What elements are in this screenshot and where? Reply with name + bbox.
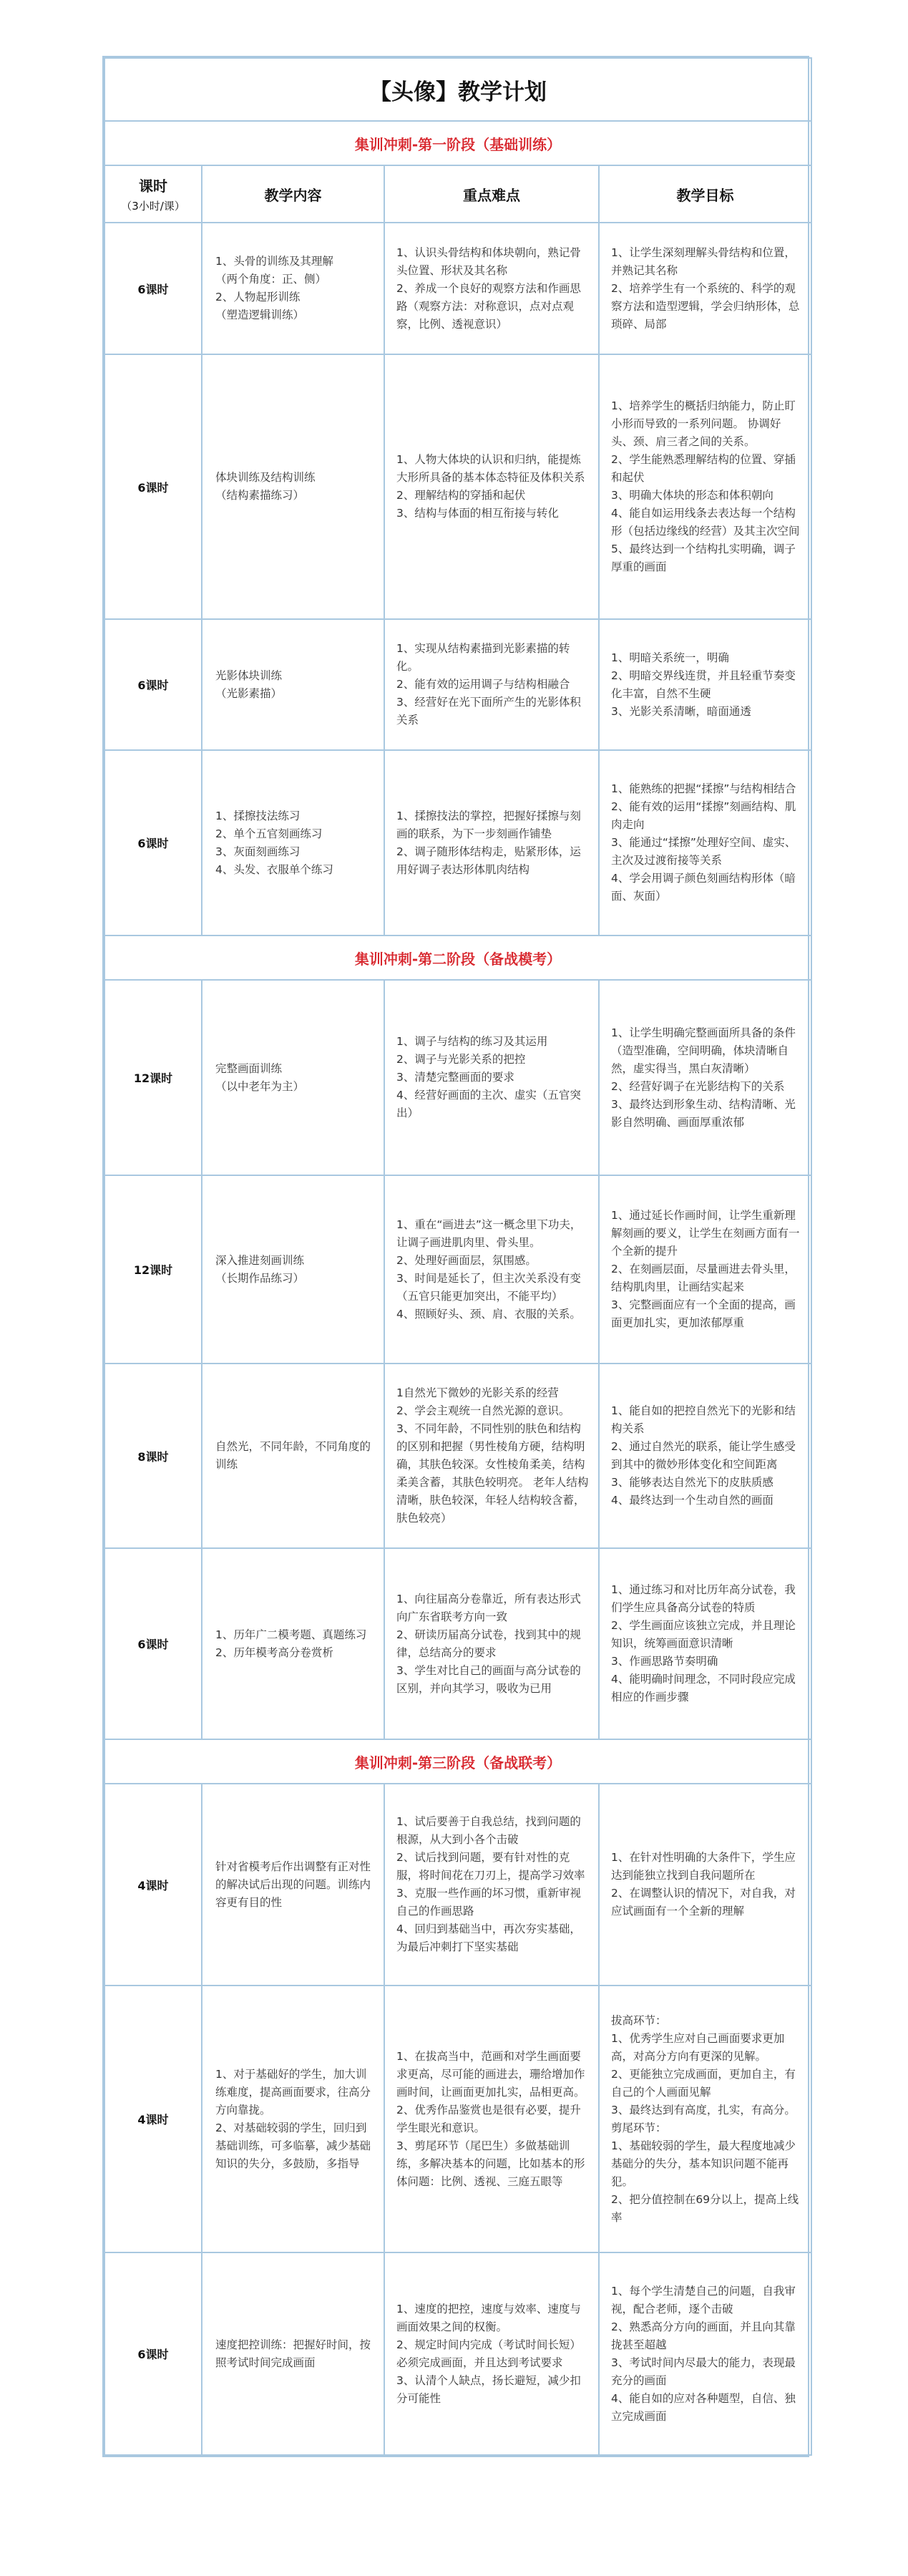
header-goal: 教学目标 [599, 165, 811, 223]
header-hours [104, 165, 202, 223]
hours-cell: 4课时 [104, 1784, 202, 1986]
goal-cell: 1、通过练习和对比历年高分试卷，我们学生应具备高分试卷的特质 2、学生画面应该独立完成，并且理论知识，统筹画面意识清晰 3、作画思路节奏明确 4、能明确时间理念，不同时段应完成相应的作画步骤 [599, 1548, 811, 1739]
phase-title: 集训冲刺-第一阶段（基础训练） [104, 121, 811, 165]
focus-cell: 1、调子与结构的练习及其运用 2、调子与光影关系的把控 3、清楚完整画面的要求 4、经营好画面的主次、虚实（五官突出） [384, 980, 599, 1175]
table-row [104, 1986, 811, 2252]
content-cell: 完整画面训练 （以中老年为主） [202, 980, 384, 1175]
focus-cell: 1、试后要善于自我总结，找到问题的根源，从大到小各个击破 2、试后找到问题，要有针对性的克服，将时间花在刀刃上，提高学习效率 3、克服一些作画的坏习惯，重新审视自己的作画思路 4、回归到基础当中，再次夯实基础，为最后冲刺打下坚实基础 [384, 1784, 599, 1986]
hours-cell: 6课时 [104, 223, 202, 354]
table-row [104, 619, 811, 750]
lesson-plan-document [102, 56, 809, 2457]
hours-cell: 4课时 [104, 1986, 202, 2252]
phase-row [104, 1739, 811, 1784]
table-row [104, 750, 811, 935]
focus-cell: 1、认识头骨结构和体块朝向，熟记骨头位置、形状及其名称 2、养成一个良好的观察方法和作画思路（观察方法：对称意识，点对点观察，比例、透视意识） [384, 223, 599, 354]
table-row [104, 1548, 811, 1739]
content-cell: 速度把控训练：把握好时间，按照考试时间完成画面 [202, 2252, 384, 2455]
content-cell: 深入推进刻画训练 （长期作品练习） [202, 1175, 384, 1364]
goal-cell: 1、明暗关系统一，明确 2、明暗交界线连贯，并且轻重节奏变化丰富，自然不生硬 3、光影关系清晰，暗面通透 [599, 619, 811, 750]
goal-cell: 1、让学生明确完整画面所具备的条件（造型准确，空间明确，体块清晰自然，虚实得当，黑白灰清晰） 2、经营好调子在光影结构下的关系 3、最终达到形象生动、结构清晰、光影自然明确、画面厚重浓郁 [599, 980, 811, 1175]
focus-cell: 1、揉擦技法的掌控，把握好揉擦与刻画的联系，为下一步刻画作铺垫 2、调子随形体结构走，贴紧形体，运用好调子表达形体肌肉结构 [384, 750, 599, 935]
hours-cell: 6课时 [104, 2252, 202, 2455]
goal-cell: 1、让学生深刻理解头骨结构和位置，并熟记其名称 2、培养学生有一个系统的、科学的观察方法和造型逻辑，学会归纳形体，总琐碎、局部 [599, 223, 811, 354]
goal-cell: 拔高环节： 1、优秀学生应对自己画面要求更加高，对高分方向有更深的见解。 2、更能独立完成画面，更加自主，有自己的个人画面见解 3、最终达到有高度，扎实，有高分。 剪尾环节： 1、基础较弱的学生，最大程度地减少基础分的失分，基本知识问题不能再犯。 2、把分值控制在69分以上，提高上线率 [599, 1986, 811, 2252]
focus-cell: 1、人物大体块的认识和归纳，能提炼大形所具备的基本体态特征及体积关系 2、理解结构的穿插和起伏 3、结构与体面的相互衔接与转化 [384, 354, 599, 619]
content-cell: 1、历年广二模考题、真题练习 2、历年模考高分卷赏析 [202, 1548, 384, 1739]
header-hours-sub: （3小时/课） [121, 200, 185, 213]
content-cell: 1、头骨的训练及其理解 （两个角度：正、侧） 2、人物起形训练 （塑造逻辑训练） [202, 223, 384, 354]
phase-row [104, 121, 811, 165]
page-title: 【头像】教学计划 [104, 58, 811, 121]
content-cell: 1、揉擦技法练习 2、单个五官刻画练习 3、灰面刻画练习 4、头发、衣服单个练习 [202, 750, 384, 935]
hours-cell: 8课时 [104, 1364, 202, 1548]
header-focus: 重点难点 [384, 165, 599, 223]
hours-cell: 6课时 [104, 619, 202, 750]
goal-cell: 1、能自如的把控自然光下的光影和结构关系 2、通过自然光的联系，能让学生感受到其中的微妙形体变化和空间距离 3、能够表达自然光下的皮肤质感 4、最终达到一个生动自然的画面 [599, 1364, 811, 1548]
header-hours-label: 课时 [139, 178, 167, 195]
table-row [104, 354, 811, 619]
focus-cell: 1、实现从结构素描到光影素描的转化。 2、能有效的运用调子与结构相融合 3、经营好在光下面所产生的光影体积关系 [384, 619, 599, 750]
content-cell: 自然光，不同年龄，不同角度的训练 [202, 1364, 384, 1548]
table-row [104, 980, 811, 1175]
focus-cell: 1、在拔高当中，范画和对学生画面要求更高，尽可能的画进去，珊给增加作画时间，让画面更加扎实，品相更高。 2、优秀作品鉴赏也是很有必要，提升学生眼光和意识。 3、剪尾环节（尾巴生）多做基础训练，多解决基本的问题，比如基本的形体问题：比例、透视、三庭五眼等 [384, 1986, 599, 2252]
lesson-plan-table [104, 57, 812, 2456]
table-row [104, 1175, 811, 1364]
table-row [104, 1364, 811, 1548]
content-cell: 体块训练及结构训练 （结构素描练习） [202, 354, 384, 619]
phase-row [104, 935, 811, 980]
focus-cell: 1、重在“画进去”这一概念里下功夫，让调子画进肌肉里、骨头里。 2、处理好画面层，氛围感。 3、时间是延长了，但主次关系没有变（五官只能更加突出，不能平均） 4、照顾好头、颈、肩、衣服的关系。 [384, 1175, 599, 1364]
content-cell: 1、对于基础好的学生，加大训练难度，提高画面要求，往高分方向靠拢。 2、对基础较弱的学生，回归到基础训练，可多临摹，减少基础知识的失分，多鼓励，多指导 [202, 1986, 384, 2252]
phase-title: 集训冲刺-第二阶段（备战模考） [104, 935, 811, 980]
hours-cell: 12课时 [104, 1175, 202, 1364]
content-cell: 光影体块训练 （光影素描） [202, 619, 384, 750]
focus-cell: 1、速度的把控，速度与效率、速度与画面效果之间的权衡。 2、规定时间内完成（考试时间长短）必须完成画面，并且达到考试要求 3、认清个人缺点，扬长避短，减少扣分可能性 [384, 2252, 599, 2455]
goal-cell: 1、能熟练的把握“揉擦”与结构相结合 2、能有效的运用“揉擦”刻画结构、肌肉走向 3、能通过“揉擦”处理好空间、虚实、主次及过渡衔接等关系 4、学会用调子颜色刻画结构形体（暗面、灰面） [599, 750, 811, 935]
table-row [104, 1784, 811, 1986]
hours-cell: 6课时 [104, 750, 202, 935]
phase-title: 集训冲刺-第三阶段（备战联考） [104, 1739, 811, 1784]
focus-cell: 1自然光下微妙的光影关系的经营 2、学会主观统一自然光源的意识。 3、不同年龄，不同性别的肤色和结构的区别和把握（男性棱角方硬，结构明确，其肤色较深。女性棱角柔美，结构柔美含蓄，其肤色较明亮。 老年人结构清晰，肤色较深，年轻人结构较含蓄，肤色较亮） [384, 1364, 599, 1548]
content-cell: 针对省模考后作出调整有正对性的解决试后出现的问题。训练内容更有目的性 [202, 1784, 384, 1986]
hours-cell: 12课时 [104, 980, 202, 1175]
column-header-row [104, 165, 811, 223]
hours-cell: 6课时 [104, 1548, 202, 1739]
header-content: 教学内容 [202, 165, 384, 223]
goal-cell: 1、通过延长作画时间，让学生重新理解刻画的要义，让学生在刻画方面有一个全新的提升 2、在刻画层面，尽量画进去骨头里，结构肌肉里，让画结实起来 3、完整画面应有一个全面的提高，画面更加扎实，更加浓郁厚重 [599, 1175, 811, 1364]
table-row [104, 2252, 811, 2455]
goal-cell: 1、在针对性明确的大条件下，学生应达到能独立找到自我问题所在 2、在调整认识的情况下，对自我，对应试画面有一个全新的理解 [599, 1784, 811, 1986]
goal-cell: 1、每个学生清楚自己的问题，自我审视，配合老师，逐个击破 2、熟悉高分方向的画面，并且向其靠拢甚至超越 3、考试时间内尽最大的能力，表现最充分的画面 4、能自如的应对各种题型，自信、独立完成画面 [599, 2252, 811, 2455]
focus-cell: 1、向往届高分卷靠近，所有表达形式向广东省联考方向一致 2、研读历届高分试卷，找到其中的规律，总结高分的要求 3、学生对比自己的画面与高分试卷的区别，并向其学习，吸收为已用 [384, 1548, 599, 1739]
hours-cell: 6课时 [104, 354, 202, 619]
table-row [104, 223, 811, 354]
goal-cell: 1、培养学生的概括归纳能力，防止盯小形而导致的一系列问题。 协调好头、颈、肩三者之间的关系。 2、学生能熟悉理解结构的位置、穿插和起伏 3、明确大体块的形态和体积朝向 4、能自如运用线条去表达每一个结构形（包括边缘线的经营）及其主次空间 5、最终达到一个结构扎实明确，调子厚重的画面 [599, 354, 811, 619]
